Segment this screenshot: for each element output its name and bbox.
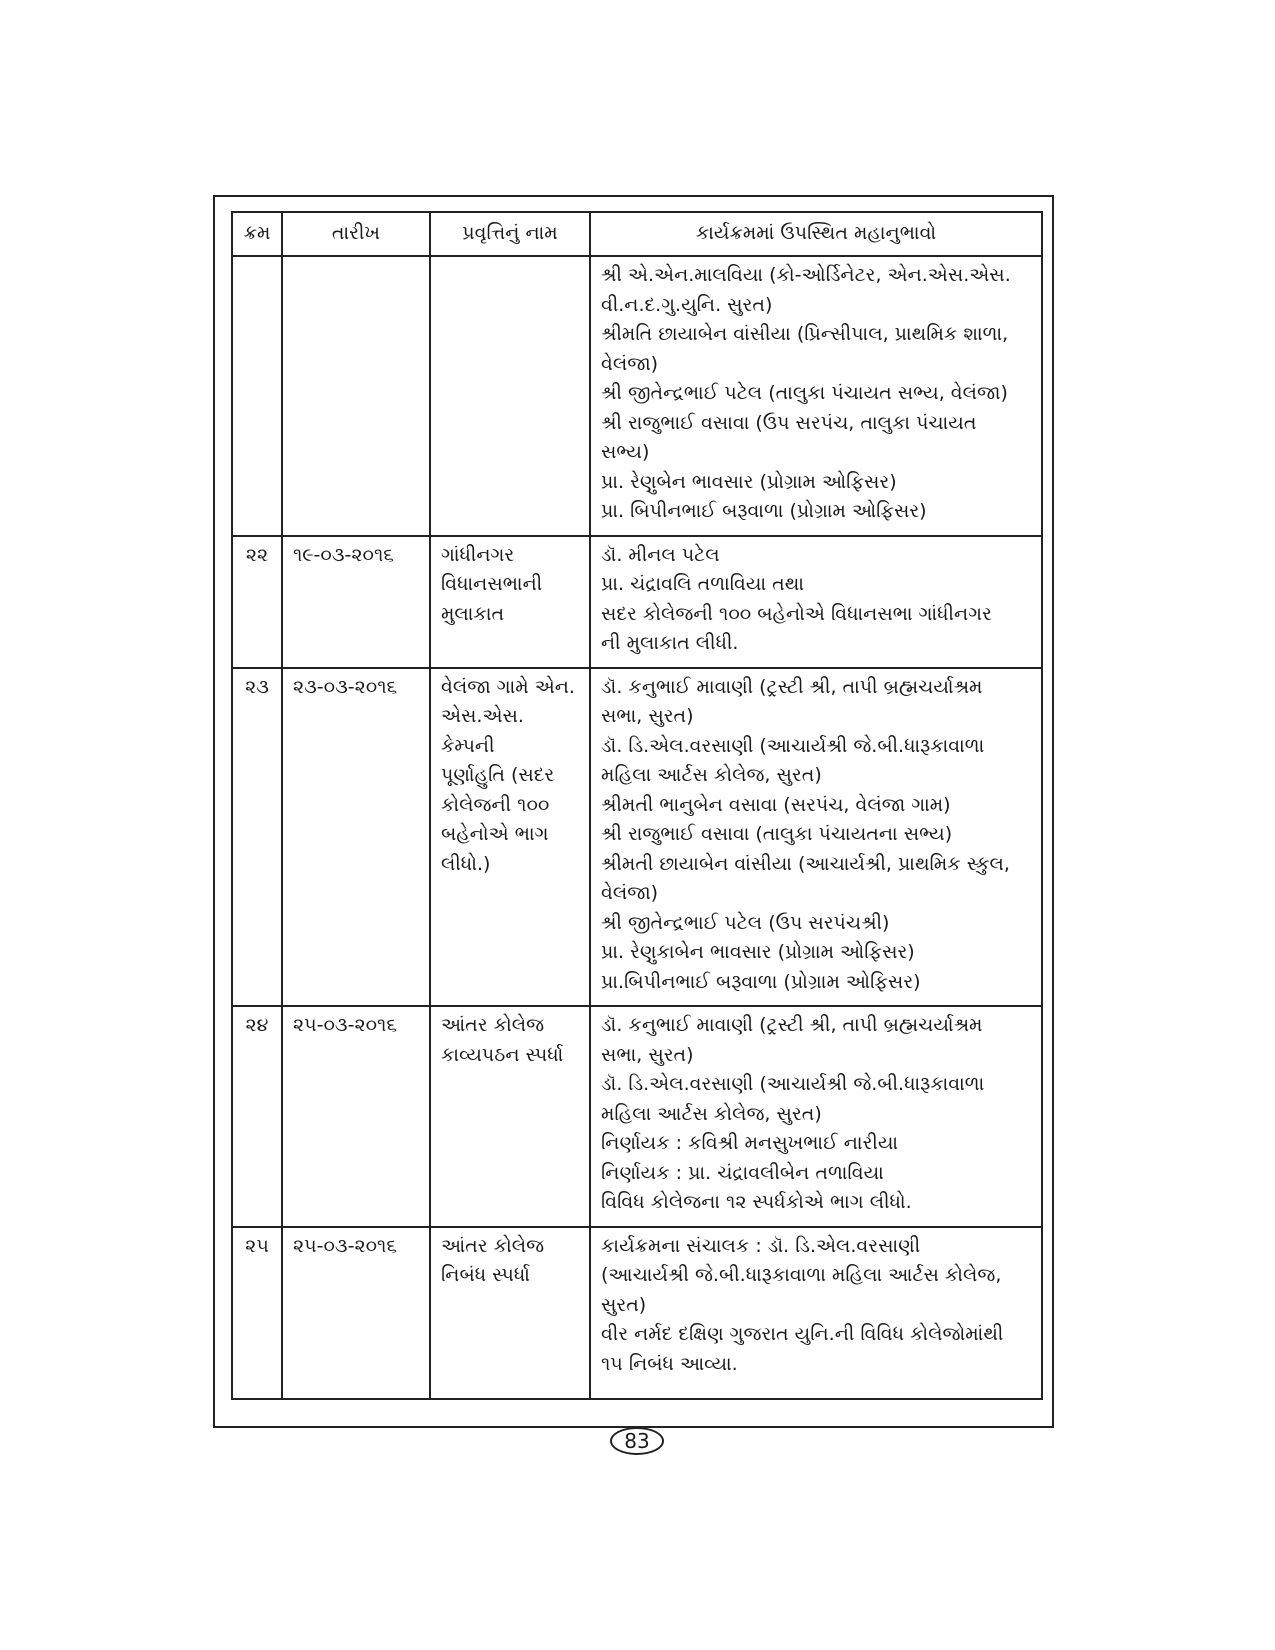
dignitary-line: ડૉ. કનુભાઈ માવાણી (ટ્રસ્ટી શ્રી, તાપી બ્રહ્મચર્યાશ્રમ <box>601 675 983 698</box>
page-number: 83 <box>610 1427 664 1455</box>
dignitary-line: પ્રા. ચંદ્રાવલિ તળાવિયા તથા <box>601 573 804 595</box>
dignitary-line: ની મુલાકાત લીધી. <box>601 632 739 654</box>
activity-line: લીધો.) <box>441 852 491 875</box>
cell-serial: ૨૪ <box>232 1006 282 1227</box>
cell-dignitaries <box>590 1227 1042 1399</box>
dignitary-line: શ્રી રાજુભાઈ વસાવા (તાલુકા પંચાયતના સભ્ય) <box>601 823 953 845</box>
cell-dignitaries <box>590 256 1042 536</box>
dignitary-line: વેલંજા) <box>601 352 659 375</box>
dignitary-line: સભા, સુરત) <box>601 1043 694 1066</box>
table-row <box>232 668 1042 1007</box>
header-dignitaries: કાર્યક્રમમાં ઉપસ્થિત મહાનુભાવો <box>590 212 1042 256</box>
activity-line: ગાંધીનગર <box>441 543 515 566</box>
cell-date: ૨૩-૦૩-૨૦૧૬ <box>282 668 430 1007</box>
header-activity: પ્રવૃત્તિનું નામ <box>430 212 590 256</box>
dignitary-line: શ્રી રાજુભાઈ વસાવા (ઉપ સરપંચ, તાલુકા પંચાયત <box>601 411 977 434</box>
dignitary-line: સદર કોલેજની ૧૦૦ બહેનોએ વિધાનસભા ગાંધીનગર <box>601 602 992 625</box>
activity-line: બહેનોએ ભાગ <box>441 823 549 845</box>
activity-line: નિબંધ સ્પર્ધા <box>441 1264 530 1286</box>
activity-line: કોલેજની ૧૦૦ <box>441 793 550 816</box>
dignitary-line: ડૉ. ડિ.એલ.વરસાણી (આચાર્યશ્રી જે.બી.ધારૂકાવાળા <box>601 734 985 757</box>
cell-dignitaries <box>590 668 1042 1007</box>
dignitary-line: નિર્ણાયક : પ્રા. ચંદ્રાવલીબેન તળાવિયા <box>601 1161 884 1184</box>
activity-line: આંતર કોલેજ <box>441 1234 545 1257</box>
cell-date: ૧૯-૦૩-૨૦૧૬ <box>282 536 430 668</box>
dignitary-line: સભા, સુરત) <box>601 705 694 727</box>
dignitary-line: ડૉ. કનુભાઈ માવાણી (ટ્રસ્ટી શ્રી, તાપી બ્રહ્મચર્યાશ્રમ <box>601 1014 983 1036</box>
cell-activity <box>430 256 590 536</box>
dignitary-line: શ્રી જીતેન્દ્રભાઈ પટેલ (ઉપ સરપંચશ્રી) <box>601 911 890 934</box>
cell-serial: ૨૩ <box>232 668 282 1007</box>
dignitary-line: કાર્યક્રમના સંચાલક : ડૉ. ડિ.એલ.વરસાણી <box>601 1234 921 1257</box>
dignitary-line: વી.ન.દ.ગુ.યુનિ. સુરત) <box>601 293 773 316</box>
dignitary-line: શ્રીમતી ભાનુબેન વસાવા (સરપંચ, વેલંજા ગામ) <box>601 793 951 816</box>
activity-line: વેલંજા ગામે એન. <box>441 675 575 698</box>
dignitary-line: શ્રી એ.એન.માલવિયા (કો-ઓર્ડિનેટર, એન.એસ.એસ. <box>601 264 1011 286</box>
cell-activity <box>430 1006 590 1227</box>
activity-line: કાવ્યપઠન સ્પર્ધા <box>441 1043 564 1066</box>
cell-dignitaries <box>590 536 1042 668</box>
activities-table <box>231 211 1043 1400</box>
dignitary-line: પ્રા.બિપીનભાઈ બરૂવાળા (પ્રોગ્રામ ઓફિસર) <box>601 970 921 993</box>
dignitary-line: ડૉ. મીનલ પટેલ <box>601 543 720 566</box>
cell-activity <box>430 668 590 1007</box>
table-header-row <box>232 212 1042 256</box>
dignitary-line: ડૉ. ડિ.એલ.વરસાણી (આચાર્યશ્રી જે.બી.ધારૂકાવાળા <box>601 1073 985 1095</box>
dignitary-line: સુરત) <box>601 1293 647 1316</box>
dignitary-line: શ્રી જીતેન્દ્રભાઈ પટેલ (તાલુકા પંચાયત સભ્ય, વેલંજા) <box>601 382 1008 404</box>
table-row <box>232 1227 1042 1399</box>
dignitary-line: ૧૫ નિબંધ આવ્યા. <box>601 1352 738 1375</box>
table-row <box>232 1006 1042 1227</box>
dignitary-line: પ્રા. બિપીનભાઈ બરૂવાળા (પ્રોગ્રામ ઓફિસર) <box>601 500 927 522</box>
cell-activity <box>430 536 590 668</box>
dignitary-line: વેલંજા) <box>601 882 659 904</box>
dignitary-line: સભ્ય) <box>601 441 650 463</box>
table-row <box>232 256 1042 536</box>
dignitary-line: નિર્ણાયક : કવિશ્રી મનસુખભાઈ નારીયા <box>601 1132 899 1154</box>
cell-date: ૨૫-૦૩-૨૦૧૬ <box>282 1227 430 1399</box>
activity-line: પૂર્ણાહુતિ (સદર <box>441 764 555 786</box>
cell-dignitaries <box>590 1006 1042 1227</box>
activity-line: એસ.એસ. કેમ્પની <box>441 705 524 757</box>
cell-serial: ૨૫ <box>232 1227 282 1399</box>
activity-line: આંતર કોલેજ <box>441 1014 545 1036</box>
dignitary-line: વીર નર્મદ દક્ષિણ ગુજરાત યુનિ.ની વિવિધ કોલેજોમાંથી <box>601 1323 1004 1345</box>
header-date: તારીખ <box>282 212 430 256</box>
cell-date: ૨૫-૦૩-૨૦૧૬ <box>282 1006 430 1227</box>
dignitary-line: મહિલા આર્ટસ કોલેજ, સુરત) <box>601 764 822 786</box>
table-row <box>232 536 1042 668</box>
dignitary-line: વિવિધ કોલેજના ૧૨ સ્પર્ધકોએ ભાગ લીધો. <box>601 1191 912 1213</box>
dignitary-line: મહિલા આર્ટસ કોલેજ, સુરત) <box>601 1102 822 1125</box>
dignitary-line: શ્રીમતી છાયાબેન વાંસીયા (આચાર્યશ્રી, પ્રાથમિક સ્કુલ, <box>601 852 1010 875</box>
activity-line: મુલાકાત <box>441 602 505 625</box>
cell-serial: ૨૨ <box>232 536 282 668</box>
dignitary-line: પ્રા. રેણુબેન ભાવસાર (પ્રોગ્રામ ઓફિસર) <box>601 470 897 493</box>
dignitary-line: શ્રીમતિ છાયાબેન વાંસીયા (પ્રિન્સીપાલ, પ્રાથમિક શાળા, <box>601 323 1009 345</box>
header-serial: ક્રમ <box>232 212 282 256</box>
dignitary-line: (આચાર્યશ્રી જે.બી.ધારૂકાવાળા મહિલા આર્ટસ કોલેજ, <box>601 1264 1002 1286</box>
cell-date <box>282 256 430 536</box>
activity-line: વિધાનસભાની <box>441 573 543 595</box>
cell-serial <box>232 256 282 536</box>
cell-activity <box>430 1227 590 1399</box>
dignitary-line: પ્રા. રેણુકાબેન ભાવસાર (પ્રોગ્રામ ઓફિસર) <box>601 941 915 963</box>
